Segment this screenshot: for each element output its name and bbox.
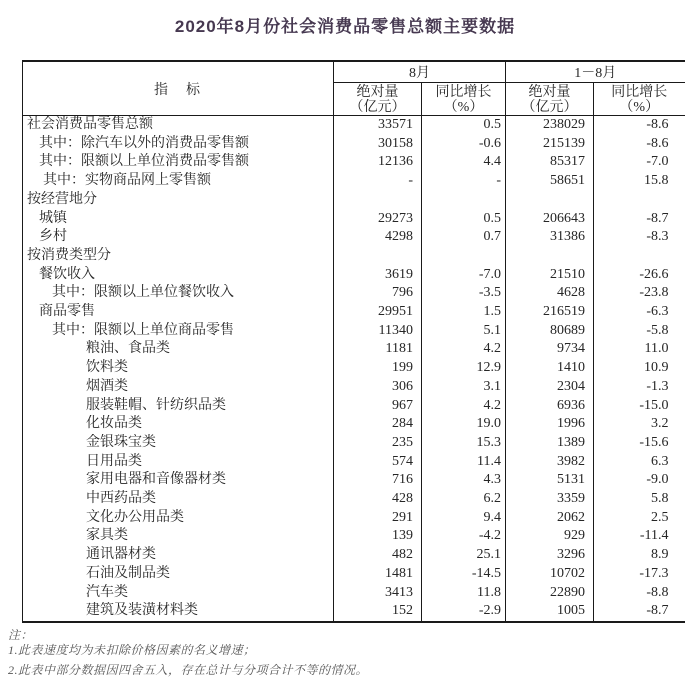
cell-aug-absolute: 3619 <box>334 266 422 285</box>
note-item-2: 2.此表中部分数据因四舍五入，存在总计与分项合计不等的情况。 <box>8 662 369 677</box>
table-row <box>23 397 685 416</box>
notes-label: 注： <box>8 627 34 642</box>
cell-cum-absolute: 10702 <box>506 565 594 584</box>
row-label: 服装鞋帽、针纺织品类 <box>86 397 226 413</box>
table-row <box>23 135 685 154</box>
cell-aug-yoy: 25.1 <box>422 546 506 565</box>
cell-cum-absolute: 9734 <box>506 340 594 359</box>
row-label: 石油及制品类 <box>86 565 170 581</box>
table-row <box>23 378 685 397</box>
cell-cum-absolute: 238029 <box>506 116 594 135</box>
cell-aug-absolute: 11340 <box>334 322 422 341</box>
row-label: 乡村 <box>39 229 67 245</box>
cell-cum-yoy <box>594 191 685 210</box>
row-label: 日用品类 <box>86 453 142 469</box>
table-row <box>23 322 685 341</box>
row-label: 粮油、食品类 <box>86 341 170 357</box>
cell-cum-yoy: -8.7 <box>594 602 685 622</box>
cell-cum-absolute: 1410 <box>506 359 594 378</box>
report-title: 2020年8月份社会消费品零售总额主要数据 <box>174 17 516 36</box>
row-label: 商品零售 <box>39 304 95 320</box>
cell-aug-yoy: 1.5 <box>422 303 506 322</box>
table-row <box>23 509 685 528</box>
col-group-jan-aug: 1－8月 <box>506 61 685 83</box>
cell-cum-yoy: 15.8 <box>594 172 685 191</box>
cell-cum-yoy: -17.3 <box>594 565 685 584</box>
cell-cum-yoy: -26.6 <box>594 266 685 285</box>
yoy-label: 同比增长 <box>435 84 492 100</box>
cell-cum-absolute: 206643 <box>506 210 594 229</box>
cell-aug-yoy: 0.5 <box>422 116 506 135</box>
cell-aug-absolute: - <box>334 172 422 191</box>
cell-cum-absolute: 215139 <box>506 135 594 154</box>
cell-aug-yoy: 5.1 <box>422 322 506 341</box>
cell-aug-yoy: 3.1 <box>422 378 506 397</box>
yoy-unit: （%） <box>619 99 660 115</box>
row-label: 汽车类 <box>86 584 128 600</box>
cell-cum-yoy: 2.5 <box>594 509 685 528</box>
cell-aug-yoy: 0.7 <box>422 228 506 247</box>
cell-cum-absolute: 1389 <box>506 434 594 453</box>
table-row <box>23 527 685 546</box>
absolute-unit: （亿元） <box>521 99 578 115</box>
cell-aug-yoy: - <box>422 172 506 191</box>
table-row <box>23 490 685 509</box>
cell-aug-yoy <box>422 247 506 266</box>
absolute-label: 绝对量 <box>356 84 399 100</box>
cell-cum-absolute <box>506 191 594 210</box>
table-row <box>23 415 685 434</box>
table-row <box>23 172 685 191</box>
row-label: 建筑及装潢材料类 <box>86 603 198 619</box>
table-row <box>23 546 685 565</box>
cell-aug-absolute: 574 <box>334 453 422 472</box>
cell-aug-absolute: 482 <box>334 546 422 565</box>
cell-aug-absolute: 199 <box>334 359 422 378</box>
col-group-august: 8月 <box>334 61 506 83</box>
cell-aug-absolute <box>334 247 422 266</box>
col-header-aug-yoy <box>422 83 506 116</box>
table-row <box>23 247 685 266</box>
cell-cum-yoy: -8.6 <box>594 116 685 135</box>
cell-aug-absolute <box>334 191 422 210</box>
absolute-unit: （亿元） <box>349 99 406 115</box>
cell-cum-yoy: -8.6 <box>594 135 685 154</box>
row-label: 文化办公用品类 <box>86 509 184 525</box>
table-row <box>23 453 685 472</box>
cell-aug-absolute: 12136 <box>334 153 422 172</box>
cell-cum-absolute <box>506 247 594 266</box>
row-label: 通讯器材类 <box>86 547 156 563</box>
cell-cum-yoy <box>594 247 685 266</box>
cell-cum-absolute: 216519 <box>506 303 594 322</box>
cell-aug-absolute: 1181 <box>334 340 422 359</box>
col-header-cum-absolute <box>506 83 594 116</box>
cell-cum-absolute: 4628 <box>506 284 594 303</box>
row-label: 按消费类型分 <box>27 247 111 263</box>
cell-aug-yoy: 9.4 <box>422 509 506 528</box>
table-header <box>23 61 685 116</box>
cell-aug-yoy: -3.5 <box>422 284 506 303</box>
cell-aug-yoy <box>422 191 506 210</box>
cell-cum-yoy: 8.9 <box>594 546 685 565</box>
cell-cum-absolute: 31386 <box>506 228 594 247</box>
cell-cum-yoy: -23.8 <box>594 284 685 303</box>
cell-aug-yoy: 4.2 <box>422 397 506 416</box>
table-row <box>23 116 685 135</box>
cell-aug-yoy: 4.4 <box>422 153 506 172</box>
table-row <box>23 359 685 378</box>
cell-aug-absolute: 30158 <box>334 135 422 154</box>
cell-cum-yoy: 11.0 <box>594 340 685 359</box>
cell-aug-yoy: 19.0 <box>422 415 506 434</box>
cell-aug-yoy: 12.9 <box>422 359 506 378</box>
table-row <box>23 471 685 490</box>
cell-aug-yoy: 11.4 <box>422 453 506 472</box>
table-row <box>23 210 685 229</box>
cell-cum-yoy: -11.4 <box>594 527 685 546</box>
cell-aug-absolute: 1481 <box>334 565 422 584</box>
cell-cum-yoy: -15.6 <box>594 434 685 453</box>
cell-cum-absolute: 6936 <box>506 397 594 416</box>
row-label: 社会消费品零售总额 <box>27 117 153 132</box>
table-row <box>23 228 685 247</box>
cell-cum-absolute: 80689 <box>506 322 594 341</box>
cell-cum-yoy: 10.9 <box>594 359 685 378</box>
cell-aug-absolute: 152 <box>334 602 422 622</box>
table-row <box>23 340 685 359</box>
cell-aug-absolute: 33571 <box>334 116 422 135</box>
cell-aug-yoy: 4.2 <box>422 340 506 359</box>
table-row <box>23 565 685 584</box>
col-header-indicator: 指 标 <box>23 61 334 116</box>
cell-cum-absolute: 2304 <box>506 378 594 397</box>
row-label: 其中：限额以上单位餐饮收入 <box>52 285 234 301</box>
row-label: 其中：限额以上单位商品零售 <box>52 322 234 338</box>
cell-cum-yoy: -7.0 <box>594 153 685 172</box>
row-label: 中西药品类 <box>86 491 156 507</box>
col-header-aug-absolute <box>334 83 422 116</box>
cell-aug-absolute: 796 <box>334 284 422 303</box>
cell-cum-yoy: -6.3 <box>594 303 685 322</box>
yoy-unit: （%） <box>443 99 484 115</box>
cell-cum-absolute: 5131 <box>506 471 594 490</box>
cell-cum-yoy: -8.8 <box>594 584 685 603</box>
cell-cum-yoy: 5.8 <box>594 490 685 509</box>
row-label: 餐饮收入 <box>39 266 95 282</box>
note-item-1: 1.此表速度均为未扣除价格因素的名义增速； <box>8 642 256 657</box>
row-label: 家用电器和音像器材类 <box>86 472 226 488</box>
absolute-label: 绝对量 <box>528 84 571 100</box>
yoy-label: 同比增长 <box>611 84 668 100</box>
cell-cum-yoy: 3.2 <box>594 415 685 434</box>
cell-aug-yoy: 0.5 <box>422 210 506 229</box>
cell-aug-yoy: -4.2 <box>422 527 506 546</box>
table-row <box>23 284 685 303</box>
cell-cum-absolute: 2062 <box>506 509 594 528</box>
table-row <box>23 266 685 285</box>
row-label: 家具类 <box>86 528 128 544</box>
col-header-cum-yoy <box>594 83 685 116</box>
table-row <box>23 584 685 603</box>
cell-aug-yoy: -7.0 <box>422 266 506 285</box>
cell-aug-absolute: 306 <box>334 378 422 397</box>
row-label: 城镇 <box>39 210 67 226</box>
cell-cum-absolute: 85317 <box>506 153 594 172</box>
cell-cum-absolute: 3982 <box>506 453 594 472</box>
cell-aug-absolute: 428 <box>334 490 422 509</box>
cell-cum-absolute: 58651 <box>506 172 594 191</box>
cell-cum-absolute: 1996 <box>506 415 594 434</box>
cell-cum-yoy: -9.0 <box>594 471 685 490</box>
cell-aug-absolute: 967 <box>334 397 422 416</box>
cell-cum-absolute: 21510 <box>506 266 594 285</box>
row-label: 烟酒类 <box>86 378 128 394</box>
table-row <box>23 153 685 172</box>
cell-aug-yoy: -14.5 <box>422 565 506 584</box>
cell-cum-yoy: -5.8 <box>594 322 685 341</box>
cell-aug-yoy: -0.6 <box>422 135 506 154</box>
table-body <box>23 116 685 622</box>
cell-aug-absolute: 284 <box>334 415 422 434</box>
cell-cum-absolute: 929 <box>506 527 594 546</box>
row-label: 化妆品类 <box>86 416 142 432</box>
row-label: 其中：实物商品网上零售额 <box>43 173 211 189</box>
notes <box>8 628 690 678</box>
cell-cum-absolute: 3359 <box>506 490 594 509</box>
cell-aug-yoy: 15.3 <box>422 434 506 453</box>
table-row <box>23 191 685 210</box>
row-label: 其中：限额以上单位消费品零售额 <box>39 154 249 170</box>
cell-aug-absolute: 4298 <box>334 228 422 247</box>
cell-aug-absolute: 29273 <box>334 210 422 229</box>
cell-cum-yoy: -8.3 <box>594 228 685 247</box>
row-label: 其中：除汽车以外的消费品零售额 <box>39 135 249 151</box>
cell-aug-yoy: 4.3 <box>422 471 506 490</box>
retail-sales-table <box>22 60 685 623</box>
cell-cum-yoy: -1.3 <box>594 378 685 397</box>
table-row <box>23 303 685 322</box>
cell-aug-absolute: 716 <box>334 471 422 490</box>
header-group-row <box>23 61 685 83</box>
cell-aug-yoy: 11.8 <box>422 584 506 603</box>
cell-cum-yoy: -8.7 <box>594 210 685 229</box>
cell-aug-absolute: 3413 <box>334 584 422 603</box>
table-row <box>23 434 685 453</box>
cell-aug-absolute: 29951 <box>334 303 422 322</box>
cell-aug-absolute: 139 <box>334 527 422 546</box>
cell-cum-yoy: -15.0 <box>594 397 685 416</box>
cell-cum-yoy: 6.3 <box>594 453 685 472</box>
cell-aug-yoy: -2.9 <box>422 602 506 622</box>
cell-aug-absolute: 235 <box>334 434 422 453</box>
row-label: 按经营地分 <box>27 191 97 207</box>
cell-cum-absolute: 1005 <box>506 602 594 622</box>
table-row <box>23 602 685 622</box>
row-label: 金银珠宝类 <box>86 434 156 450</box>
row-label: 饮料类 <box>86 360 128 376</box>
cell-aug-yoy: 6.2 <box>422 490 506 509</box>
cell-cum-absolute: 22890 <box>506 584 594 603</box>
cell-aug-absolute: 291 <box>334 509 422 528</box>
cell-cum-absolute: 3296 <box>506 546 594 565</box>
